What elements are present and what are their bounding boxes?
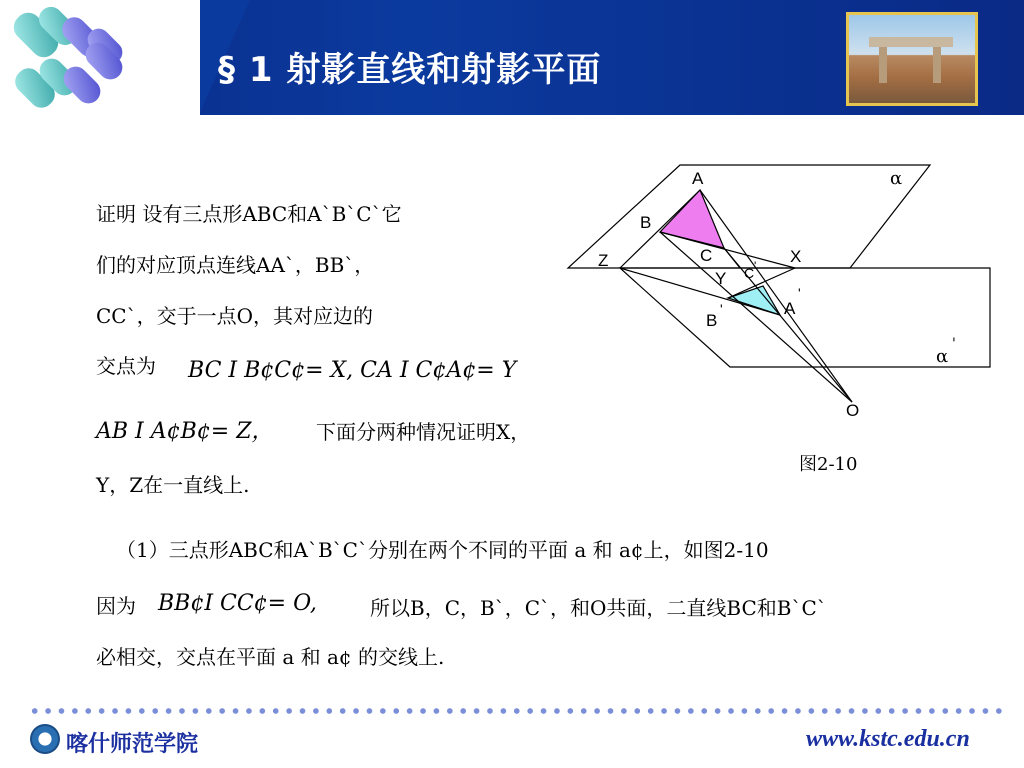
label-Z: Z	[598, 251, 609, 270]
label-A-prime: A	[784, 299, 796, 318]
figure-caption: 图2-10	[799, 454, 858, 475]
proof-line-5: 下面分两种情况证明X，	[316, 420, 531, 444]
label-B-prime: B	[706, 311, 718, 330]
label-Y: Y	[715, 269, 727, 288]
label-B: B	[640, 213, 652, 232]
label-X: X	[790, 247, 802, 266]
label-C-prime: C	[744, 265, 755, 281]
label-O: O	[846, 401, 860, 420]
proof-line-8-label: 因为	[96, 594, 136, 618]
prime-C: '	[754, 259, 757, 273]
proof-line-8: 所以B，C，B`，C`，和O共面，二直线BC和B`C`	[370, 596, 827, 620]
prime-alpha: '	[952, 336, 956, 352]
proof-line-1: 证明 设有三点形ABC和A`B`C`它	[96, 202, 402, 226]
prime-A: '	[798, 285, 801, 301]
proof-line-3: CC`，交于一点O，其对应边的	[96, 304, 374, 328]
prime-B: '	[720, 301, 723, 317]
page-title: § 1 射影直线和射影平面	[218, 50, 602, 90]
school-emblem-icon	[30, 724, 60, 754]
footer-dotted-divider	[28, 708, 1004, 714]
proof-line-6: Y，Z在一直线上.	[96, 473, 250, 497]
intersection-formula-3: BB¢I CC¢= O,	[158, 591, 317, 616]
plane-alpha-prime	[620, 268, 990, 367]
label-alpha: α	[890, 168, 903, 189]
school-url-link[interactable]: www.kstc.edu.cn	[806, 726, 970, 752]
label-A: A	[692, 169, 704, 188]
intersection-formula-2: AB I A¢B¢= Z，	[96, 419, 274, 444]
label-C: C	[700, 246, 713, 265]
school-name: 喀什师范学院	[66, 731, 199, 757]
proof-line-2: 们的对应顶点连线AA`，BB`，	[96, 253, 375, 277]
proof-line-9: 必相交，交点在平面 a 和 a¢ 的交线上.	[96, 645, 445, 669]
label-alpha-prime: α	[936, 346, 949, 367]
intersection-formula-1: BC I B¢C¢= X, CA I C¢A¢= Y	[188, 358, 517, 383]
plane-alpha	[568, 165, 930, 268]
proof-line-4-label: 交点为	[96, 354, 156, 378]
case-1-line: （1）三点形ABC和A`B`C`分别在两个不同的平面 a 和 a¢上，如图2-10	[116, 538, 769, 562]
